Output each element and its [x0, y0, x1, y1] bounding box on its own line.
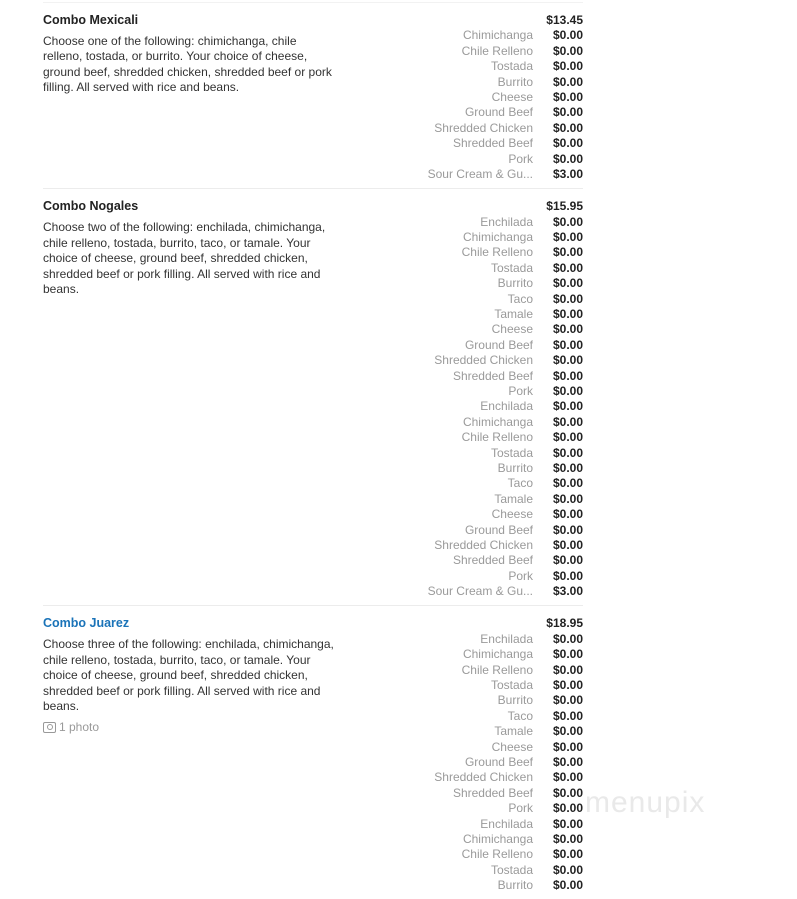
option-row: [408, 75, 583, 90]
option-name: Burrito: [497, 74, 533, 89]
option-name: Tamale: [494, 307, 533, 322]
option-price: $0.00: [552, 662, 583, 677]
option-price: $0.00: [552, 105, 583, 120]
option-price: $0.00: [552, 322, 583, 337]
item-base-price: $18.95: [546, 616, 583, 631]
item-base-price: $13.45: [546, 13, 583, 27]
camera-icon: [43, 722, 56, 733]
option-name: Tostada: [490, 678, 533, 693]
option-name: Ground Beef: [464, 522, 533, 537]
option-name: Shredded Beef: [452, 553, 533, 568]
option-row: [408, 817, 583, 832]
option-row: [408, 446, 583, 461]
option-name: Burrito: [497, 460, 533, 475]
option-row: [408, 553, 583, 568]
option-name: Tostada: [490, 260, 533, 275]
option-row: [408, 353, 583, 368]
option-name: Chile Relleno: [461, 847, 533, 862]
option-row: [408, 90, 583, 105]
option-price: $0.00: [552, 724, 583, 739]
option-price: $0.00: [552, 801, 583, 816]
option-name: Cheese: [491, 322, 533, 337]
option-name: Tostada: [490, 862, 533, 877]
option-row: [408, 215, 583, 230]
option-name: Burrito: [497, 878, 533, 893]
option-price: $3.00: [552, 584, 583, 599]
option-row: [408, 863, 583, 878]
menu-item: [43, 188, 583, 605]
option-price: $0.00: [552, 878, 583, 893]
option-name: Chimichanga: [462, 647, 533, 662]
item-base-price: $15.95: [546, 199, 583, 214]
option-name: Chimichanga: [462, 230, 533, 245]
item-description: Choose two of the following: enchilada, chimichanga, chile relleno, tostada, burrito, taco, or tamale. Your choice of cheese, ground beef, shredded chicken, shredded beef or pork filling. All served with rice and beans.: [43, 220, 326, 296]
option-name: Chile Relleno: [461, 43, 533, 58]
item-base-price-row: [408, 199, 583, 214]
option-name: Cheese: [491, 507, 533, 522]
option-row: [408, 847, 583, 862]
option-row: [408, 322, 583, 337]
option-name: Taco: [507, 708, 533, 723]
option-name: Enchilada: [480, 631, 533, 646]
option-row: [408, 832, 583, 847]
option-row: [408, 584, 583, 599]
option-price: $0.00: [552, 89, 583, 104]
option-name: Chimichanga: [462, 831, 533, 846]
option-row: [408, 307, 583, 322]
item-base-price-row: [408, 616, 583, 631]
option-price: $0.00: [552, 476, 583, 491]
option-price: $0.00: [552, 754, 583, 769]
option-name: Pork: [508, 383, 533, 398]
option-row: [408, 538, 583, 553]
option-price: $0.00: [552, 507, 583, 522]
option-price: $0.00: [552, 414, 583, 429]
option-list: [408, 215, 583, 600]
option-price: $0.00: [552, 553, 583, 568]
option-price: $0.00: [552, 337, 583, 352]
option-price: $0.00: [552, 678, 583, 693]
option-name: Tostada: [490, 59, 533, 74]
option-name: Cheese: [491, 89, 533, 104]
option-price: $0.00: [552, 245, 583, 260]
option-row: [408, 709, 583, 724]
option-row: [408, 369, 583, 384]
option-name: Tamale: [494, 724, 533, 739]
item-base-price-row: [408, 13, 583, 28]
option-name: Chile Relleno: [461, 662, 533, 677]
option-name: Shredded Chicken: [434, 770, 533, 785]
option-price: $0.00: [552, 862, 583, 877]
option-name: Chimichanga: [462, 28, 533, 43]
option-name: Chile Relleno: [461, 430, 533, 445]
item-info: [43, 199, 335, 297]
option-row: [408, 292, 583, 307]
option-price: $0.00: [552, 230, 583, 245]
option-row: [408, 276, 583, 291]
option-name: Burrito: [497, 693, 533, 708]
option-price: $0.00: [552, 260, 583, 275]
item-description: Choose three of the following: enchilada, chimichanga, chile relleno, tostada, burrito, taco, or tamale. Your choice of cheese, ground beef, shredded chicken, shredded beef or pork filling. All served with rice and beans.: [43, 637, 334, 714]
option-price: $0.00: [552, 816, 583, 831]
option-price: $0.00: [552, 647, 583, 662]
option-price: $0.00: [552, 399, 583, 414]
option-price: $0.00: [552, 522, 583, 537]
option-row: [408, 105, 583, 120]
option-row: [408, 740, 583, 755]
option-price: $0.00: [552, 708, 583, 723]
option-name: Pork: [508, 801, 533, 816]
item-info: [43, 616, 335, 734]
item-description: Choose one of the following: chimichanga, chile relleno, tostada, or burrito. Your choice of cheese, ground beef, shredded chicken, shredded beef or pork filling. All served with rice and beans.: [43, 34, 332, 95]
option-price: $0.00: [552, 631, 583, 646]
option-price: $0.00: [552, 739, 583, 754]
option-price: $0.00: [552, 693, 583, 708]
option-price: $0.00: [552, 491, 583, 506]
option-price: $0.00: [552, 368, 583, 383]
option-list: [408, 28, 583, 182]
option-row: [408, 338, 583, 353]
photos-link[interactable]: [43, 720, 335, 734]
option-name: Pork: [508, 568, 533, 583]
option-row: [408, 632, 583, 647]
option-row: [408, 384, 583, 399]
option-price: $0.00: [552, 785, 583, 800]
option-name: Shredded Chicken: [434, 537, 533, 552]
item-title[interactable]: Combo Nogales: [43, 199, 139, 214]
option-name: Enchilada: [480, 816, 533, 831]
option-name: Cheese: [491, 739, 533, 754]
menu-list: [43, 2, 583, 899]
option-row: [408, 59, 583, 74]
option-name: Enchilada: [480, 214, 533, 229]
option-name: Shredded Beef: [452, 136, 533, 151]
option-row: [408, 663, 583, 678]
option-row: [408, 724, 583, 739]
option-price: $0.00: [552, 307, 583, 322]
option-price: $0.00: [552, 136, 583, 151]
option-price: $0.00: [552, 831, 583, 846]
option-price: $0.00: [552, 28, 583, 43]
option-row: [408, 678, 583, 693]
option-row: [408, 507, 583, 522]
option-name: Ground Beef: [464, 754, 533, 769]
item-title-link[interactable]: Combo Juarez: [43, 616, 130, 631]
option-name: Sour Cream & Gu...: [427, 584, 533, 599]
option-price: $0.00: [552, 151, 583, 166]
option-name: Ground Beef: [464, 337, 533, 352]
option-price: $0.00: [552, 770, 583, 785]
option-price: $0.00: [552, 537, 583, 552]
option-price: $0.00: [552, 43, 583, 58]
option-name: Shredded Chicken: [434, 120, 533, 135]
option-price: $0.00: [552, 445, 583, 460]
option-price: $0.00: [552, 59, 583, 74]
option-name: Shredded Beef: [452, 368, 533, 383]
option-price: $0.00: [552, 120, 583, 135]
option-row: [408, 693, 583, 708]
option-price: $0.00: [552, 460, 583, 475]
option-price: $0.00: [552, 568, 583, 583]
option-price: $0.00: [552, 214, 583, 229]
option-price: $3.00: [552, 166, 583, 181]
option-row: [408, 461, 583, 476]
option-row: [408, 878, 583, 893]
item-title[interactable]: Combo Mexicali: [43, 13, 139, 27]
option-row: [408, 415, 583, 430]
option-row: [408, 786, 583, 801]
photos-count: 1 photo: [59, 720, 100, 735]
option-row: [408, 28, 583, 43]
option-name: Taco: [507, 291, 533, 306]
item-info: [43, 13, 335, 96]
option-name: Shredded Beef: [452, 785, 533, 800]
option-row: [408, 230, 583, 245]
option-list: [408, 632, 583, 894]
option-row: [408, 569, 583, 584]
option-name: Chimichanga: [462, 414, 533, 429]
option-name: Enchilada: [480, 399, 533, 414]
item-price-list: [408, 13, 583, 182]
option-row: [408, 801, 583, 816]
item-price-list: [408, 199, 583, 599]
option-row: [408, 245, 583, 260]
option-price: $0.00: [552, 276, 583, 291]
option-row: [408, 476, 583, 491]
item-price-list: [408, 616, 583, 893]
option-price: $0.00: [552, 383, 583, 398]
option-price: $0.00: [552, 847, 583, 862]
option-row: [408, 152, 583, 167]
option-name: Burrito: [497, 276, 533, 291]
option-row: [408, 167, 583, 182]
option-name: Tostada: [490, 445, 533, 460]
option-name: Tamale: [494, 491, 533, 506]
option-price: $0.00: [552, 74, 583, 89]
option-row: [408, 755, 583, 770]
option-name: Taco: [507, 476, 533, 491]
menu-item: [43, 605, 583, 899]
option-row: [408, 492, 583, 507]
menu-item: [43, 2, 583, 188]
option-row: [408, 44, 583, 59]
watermark-logo: menupix: [585, 786, 706, 819]
option-row: [408, 136, 583, 151]
option-name: Ground Beef: [464, 105, 533, 120]
option-row: [408, 770, 583, 785]
option-row: [408, 261, 583, 276]
option-row: [408, 647, 583, 662]
option-row: [408, 430, 583, 445]
option-row: [408, 523, 583, 538]
option-name: Shredded Chicken: [434, 353, 533, 368]
option-price: $0.00: [552, 430, 583, 445]
option-name: Chile Relleno: [461, 245, 533, 260]
option-row: [408, 121, 583, 136]
option-name: Pork: [508, 151, 533, 166]
option-price: $0.00: [552, 353, 583, 368]
option-row: [408, 399, 583, 414]
option-price: $0.00: [552, 291, 583, 306]
option-name: Sour Cream & Gu...: [427, 166, 533, 181]
